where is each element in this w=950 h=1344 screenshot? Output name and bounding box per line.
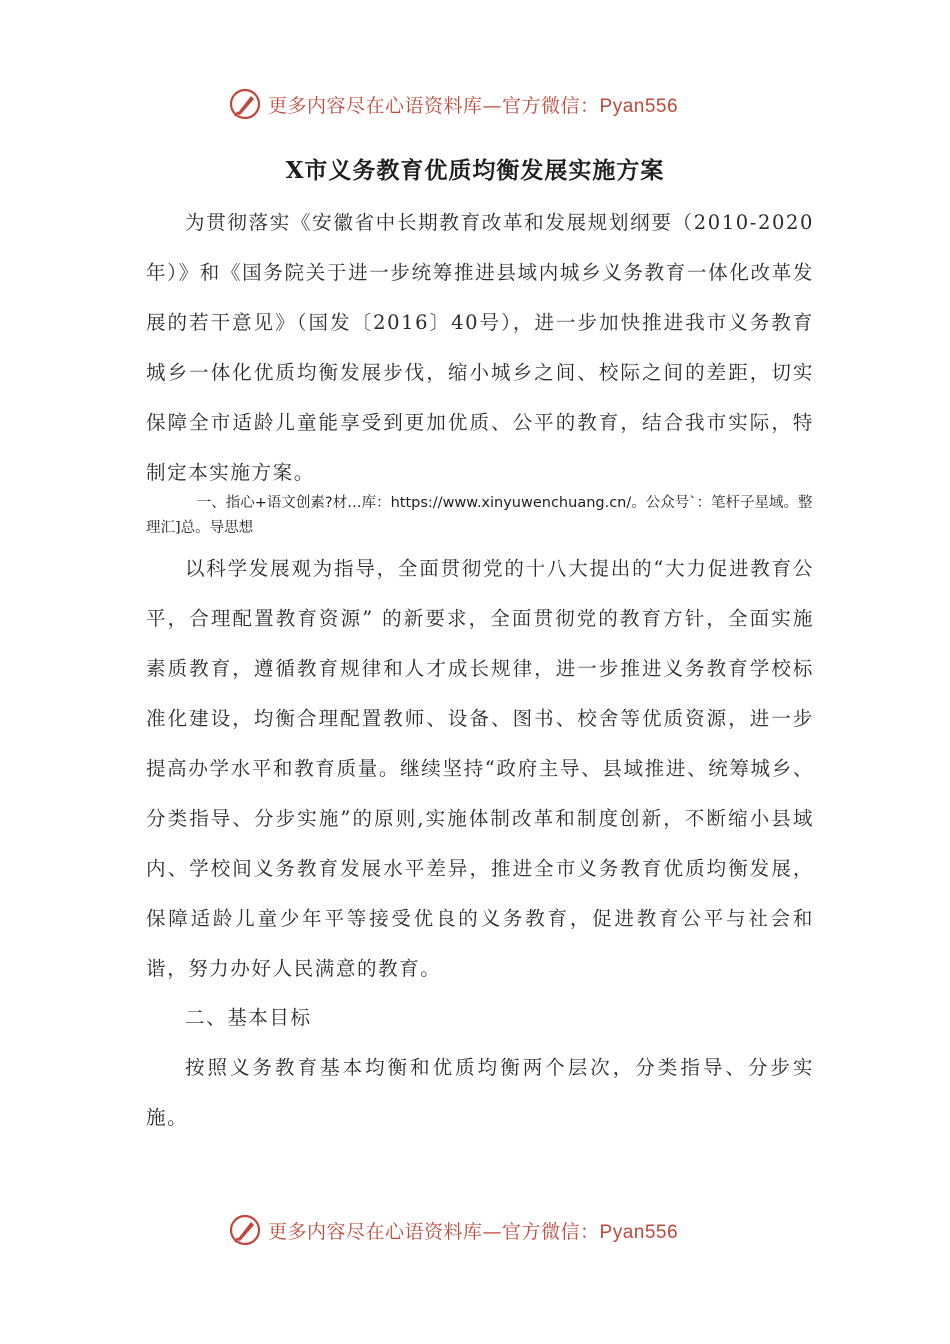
banner-text: 更多内容尽在心语资料库—官方微信：Pyan556 [268,94,679,117]
wechat-id: Pyan556 [599,1221,679,1243]
section2-body: 按照义务教育基本均衡和优质均衡两个层次，分类指导、分步实施。 [146,1056,814,1129]
banner-text: 更多内容尽在心语资料库—官方微信：Pyan556 [268,1220,679,1243]
footer-banner [228,1210,728,1250]
wechat-id: Pyan556 [599,95,679,117]
quill-logo-icon [228,87,262,121]
document-title: X市义务教育优质均衡发展实施方案 [285,157,665,184]
section2-heading: 二、基本目标 [185,1006,312,1029]
section1-body: 以科学发展观为指导，全面贯彻党的十八大提出的“大力促进教育公平，合理配置教育资源” 的新要求，全面贯彻党的教育方针，全面实施素质教育，遵循教育规律和人才成长规律，进一步推进义务教育学校标准化建设，均衡合理配置教师、设备、图书、校舍等优质资源，进一步提高办学水平和教育质量。继续坚持“政府主导、县域推进、统筹城乡、分类指导、分步实施”的原则,实施体制改革和制度创新，不断缩小县域内、学校间义务教育发展水平差异，推进全市义务教育优质均衡发展，保障适龄儿童少年平等接受优良的义务教育，促进教育公平与社会和谐，努力办好人民满意的教育。 [146,557,814,980]
header-banner [228,84,728,124]
quill-logo-icon [228,1213,262,1247]
section1-heading: 一、指心+语文创素?材…库：https://www.xinyuwenchuang.cn/。公众号`：笔杆子星域。整理汇]总。导思想 [146,495,813,536]
intro-paragraph: 为贯彻落实《安徽省中长期教育改革和发展规划纲要（2010-2020年）》和《国务院关于进一步统筹推进县域内城乡义务教育一体化改革发展的若干意见》（国发〔2016〕40号），进一步加快推进我市义务教育城乡一体化优质均衡发展步伐，缩小城乡之间、校际之间的差距，切实保障全市适龄儿童能享受到更加优质、公平的教育，结合我市实际，特制定本实施方案。 [146,211,814,484]
